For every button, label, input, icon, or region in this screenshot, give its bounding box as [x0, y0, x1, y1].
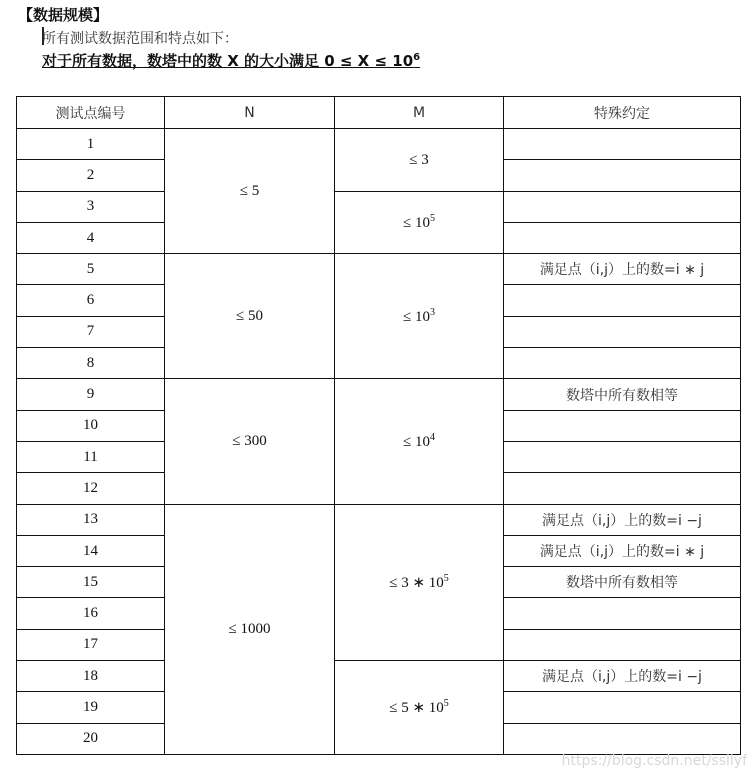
special-cell: 满足点（i,j）上的数=i ∗ j — [504, 254, 741, 285]
m-range-cell: ≤ $10^4$ — [335, 379, 504, 504]
special-cell — [504, 316, 741, 347]
intro-text: 所有测试数据范围和特点如下： — [42, 31, 238, 47]
test-id-cell: 14 — [17, 535, 165, 566]
special-cell — [504, 723, 741, 754]
header-test-id: 测试点编号 — [17, 97, 165, 129]
test-id-cell: 2 — [17, 160, 165, 191]
special-cell: 数塔中所有数相等 — [504, 379, 741, 410]
table-header-row — [17, 97, 741, 129]
test-id-cell: 8 — [17, 348, 165, 379]
test-id-cell: 1 — [17, 129, 165, 160]
table-row — [17, 129, 741, 160]
test-id-cell: 7 — [17, 316, 165, 347]
constraint-text: 对于所有数据，数塔中的数 X 的大小满足 $0 \le X \le 10^6$ — [42, 52, 421, 70]
m-range-cell: ≤ 3 — [335, 129, 504, 192]
test-id-cell: 18 — [17, 661, 165, 692]
m-range-cell: ≤ $10^3$ — [335, 254, 504, 379]
special-cell — [504, 160, 741, 191]
test-id-cell: 19 — [17, 692, 165, 723]
header-special: 特殊约定 — [504, 97, 741, 129]
test-id-cell: 15 — [17, 567, 165, 598]
test-id-cell: 4 — [17, 222, 165, 253]
table-row — [17, 191, 741, 222]
n-range-cell: ≤ 300 — [165, 379, 335, 504]
test-id-cell: 13 — [17, 504, 165, 535]
special-cell — [504, 222, 741, 253]
test-id-cell: 10 — [17, 410, 165, 441]
table-row — [17, 504, 741, 535]
section-heading: 【数据规模】 — [18, 6, 109, 24]
header-n: N — [165, 97, 335, 129]
special-cell — [504, 348, 741, 379]
data-scale-table — [16, 96, 741, 755]
table-row — [17, 379, 741, 410]
test-id-cell: 9 — [17, 379, 165, 410]
table-row — [17, 661, 741, 692]
test-id-cell: 11 — [17, 441, 165, 472]
watermark: https://blog.csdn.net/ssllyf — [561, 753, 747, 769]
m-range-cell: ≤ $10^5$ — [335, 191, 504, 254]
special-cell — [504, 410, 741, 441]
test-id-cell: 6 — [17, 285, 165, 316]
test-id-cell: 3 — [17, 191, 165, 222]
special-cell: 数塔中所有数相等 — [504, 567, 741, 598]
test-id-cell: 16 — [17, 598, 165, 629]
special-cell — [504, 692, 741, 723]
test-id-cell: 20 — [17, 723, 165, 754]
special-cell: 满足点（i,j）上的数=i −j — [504, 504, 741, 535]
n-range-cell: ≤ 5 — [165, 129, 335, 254]
test-id-cell: 12 — [17, 473, 165, 504]
special-cell — [504, 285, 741, 316]
special-cell — [504, 629, 741, 660]
special-cell: 满足点（i,j）上的数=i ∗ j — [504, 535, 741, 566]
m-range-cell: ≤ 5 ∗ $10^5$ — [335, 661, 504, 755]
test-id-cell: 17 — [17, 629, 165, 660]
special-cell: 满足点（i,j）上的数=i −j — [504, 661, 741, 692]
n-range-cell: ≤ 50 — [165, 254, 335, 379]
special-cell — [504, 129, 741, 160]
special-cell — [504, 441, 741, 472]
special-cell — [504, 598, 741, 629]
special-cell — [504, 191, 741, 222]
test-id-cell: 5 — [17, 254, 165, 285]
header-m: M — [335, 97, 504, 129]
special-cell — [504, 473, 741, 504]
n-range-cell: ≤ 1000 — [165, 504, 335, 754]
table-row — [17, 254, 741, 285]
m-range-cell: ≤ 3 ∗ $10^5$ — [335, 504, 504, 660]
